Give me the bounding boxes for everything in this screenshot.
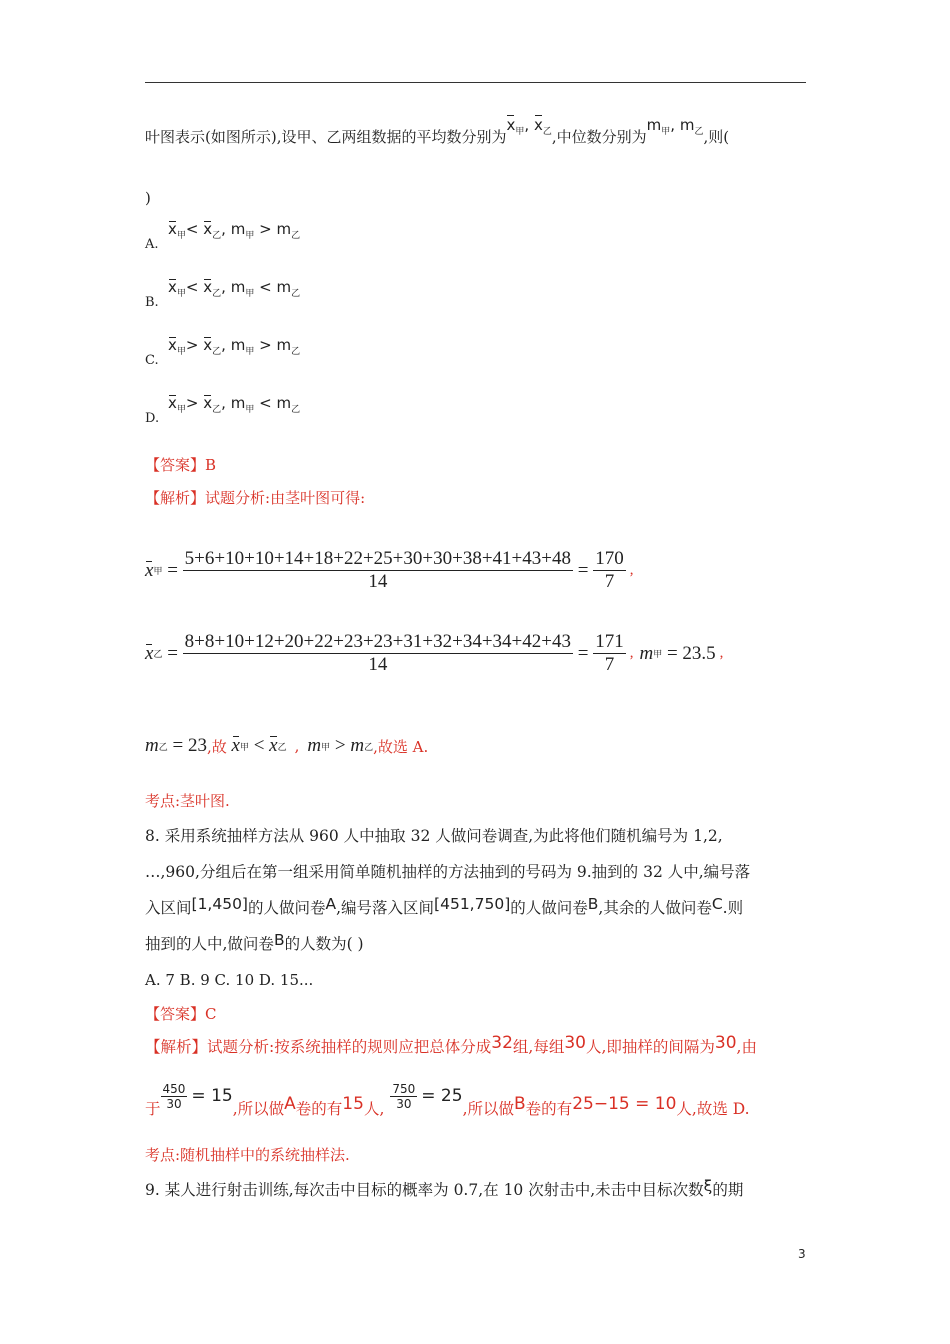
q8-kaodian: 考点:随机抽样中的系统抽样法. <box>145 1146 350 1164</box>
q8-answer: 【答案】C <box>145 1005 217 1023</box>
q9-line1: 9. 某人进行射击训练,每次击中目标的概率为 0.7,在 10 次射击中,未击中目标次数ξ的期 <box>145 1177 744 1199</box>
q7-kaodian: 考点:茎叶图. <box>145 792 230 810</box>
equation-mean-yi: x 乙 = $\frac{8+8+10+12+20+22+23+23+31+32+34+34+42+43}{14}$ = $\frac{171}{7}$ , m 甲 = 23.5 , <box>145 631 724 675</box>
option-a: $x_甲< x_乙$, $m_甲 > m_乙$ <box>168 220 301 241</box>
q8-line3: 入区间[1,450]的人做问卷A,编号落入区间[451,750]的人做问卷B,其余的人做问卷C.则 <box>145 895 744 917</box>
q8-analysis-line2: 于 $\frac{450}{30}$ = 15 ,所以做 A 卷的有 15 人, $\frac{750}{30}$ = 25 ,所以做 B 卷的有 25−15 = 10 人,故选 D. <box>145 1082 750 1118</box>
q8-line2: …,960,分组后在第一组采用简单随机抽样的方法抽到的号码为 9.抽到的 32 人中,编号落 <box>145 863 751 881</box>
option-b-label: B. <box>145 295 159 310</box>
option-d: $x_甲> x_乙$, $m_甲 < m_乙$ <box>168 394 301 415</box>
q7-analysis: 【解析】试题分析:由茎叶图可得: <box>145 489 366 507</box>
header-rule <box>145 82 806 83</box>
q8-analysis-line1: 【解析】试题分析:按系统抽样的规则应把总体分成32组,每组30人,即抽样的间隔为30,由 <box>145 1033 757 1056</box>
q8-line4: 抽到的人中,做问卷B的人数为( ) <box>145 931 364 953</box>
equation-median-conclusion: m 乙 = 23 ,故 x 甲 < x 乙 , m 甲 > m 乙 ,故选 A. <box>145 735 429 756</box>
option-c-label: C. <box>145 353 159 368</box>
q7-stem-line2: ) <box>145 189 151 207</box>
equation-mean-jia: x 甲 = $\frac{5+6+10+10+14+18+22+25+30+30+38+41+43+48}{14}$ = $\frac{170}{7}$ , <box>145 548 634 592</box>
option-d-label: D. <box>145 411 160 426</box>
option-c: $x_甲> x_乙$, $m_甲 > m_乙$ <box>168 336 301 357</box>
q7-answer: 【答案】B <box>145 456 217 474</box>
q8-choices: A. 7 B. 9 C. 10 D. 15... <box>145 971 314 989</box>
page-number: 3 <box>798 1247 806 1261</box>
q7-stem-line1: 叶图表示(如图所示),设甲、乙两组数据的平均数分别为$x_甲$, $x_乙$,中位数分别为$m_甲$, $m_乙$,则( <box>145 116 730 146</box>
q8-line1: 8. 采用系统抽样方法从 960 人中抽取 32 人做问卷调查,为此将他们随机编号为 1,2, <box>145 827 723 845</box>
option-a-label: A. <box>145 237 159 252</box>
option-b: $x_甲< x_乙$, $m_甲 < m_乙$ <box>168 278 301 299</box>
